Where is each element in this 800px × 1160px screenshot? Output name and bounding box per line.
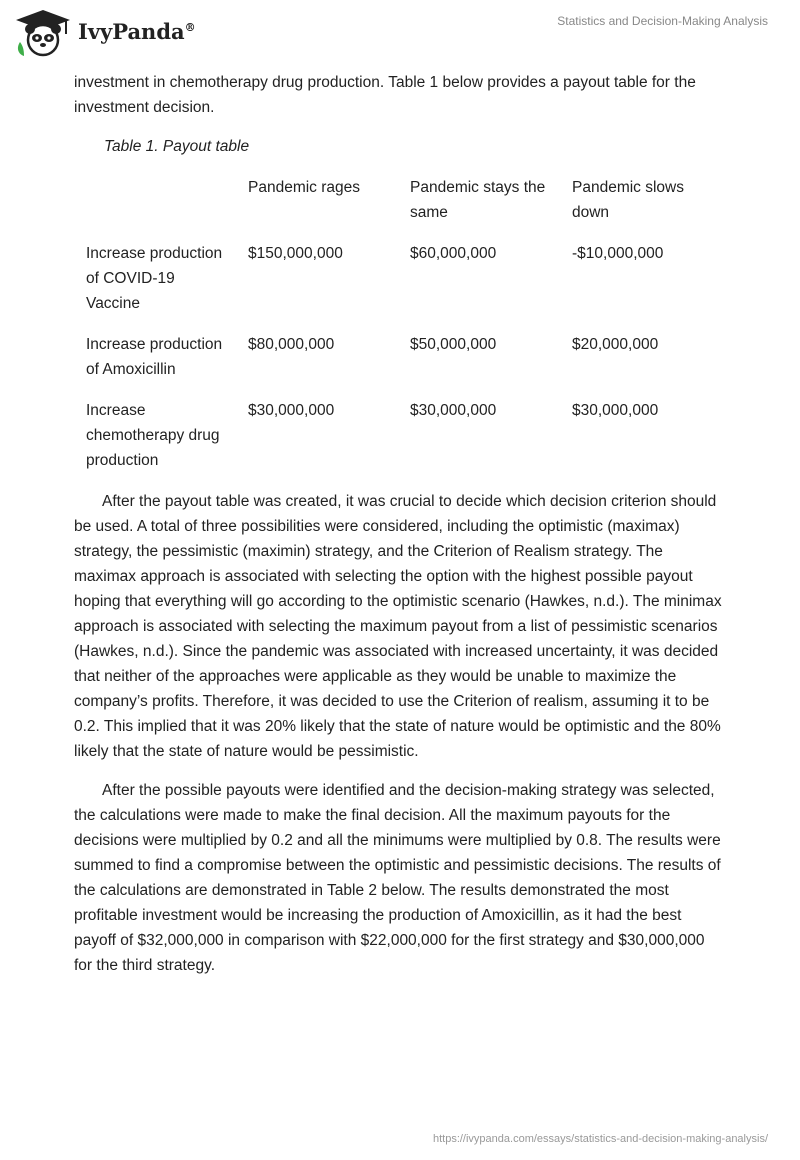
table-cell: Increase production of COVID-19 Vaccine xyxy=(86,245,223,312)
source-url[interactable]: https://ivypanda.com/essays/statistics-and-decision-making-analysis/ xyxy=(432,1133,768,1145)
body-paragraph: After the possible payouts were identified and the decision-making strategy was selected, the calculations were made to make the final decision. All the maximum payouts for the decisions were multiplied by 0.2 and all the minimums were multiplied by 0.8. The results were summed to find a compromise between the optimistic and pessimistic decisions. The results of the calculations are demonstrated in Table 2 below. The results demonstrated the most profitable investment would be increasing the production of Amoxicillin, as it had the best payoff of $32,000,000 in comparison with $22,000,000 for the first strategy and $30,000,000 for the third strategy. xyxy=(74,782,721,974)
table-cell: $50,000,000 xyxy=(410,336,497,353)
table-header-row xyxy=(74,175,722,241)
document-body xyxy=(74,70,726,978)
table-cell: $30,000,000 xyxy=(248,402,335,419)
table-cell: $150,000,000 xyxy=(248,245,343,262)
table-header-cell: Pandemic stays the same xyxy=(410,179,546,221)
table-cell: $60,000,000 xyxy=(410,245,497,262)
running-title: Statistics and Decision-Making Analysis xyxy=(557,14,768,28)
panda-graduate-icon xyxy=(14,8,72,58)
payout-table xyxy=(74,175,722,489)
table-row xyxy=(74,398,722,489)
page-header xyxy=(0,0,800,70)
table-cell: Increase chemotherapy drug production xyxy=(86,402,220,469)
table-cell: $30,000,000 xyxy=(410,402,497,419)
table-cell: Increase production of Amoxicillin xyxy=(86,336,223,378)
intro-paragraph: investment in chemotherapy drug production. Table 1 below provides a payout table for the investment decision. xyxy=(74,74,696,116)
table-row xyxy=(74,332,722,398)
body-paragraph: After the payout table was created, it was crucial to decide which decision criterion should be used. A total of three possibilities were considered, including the optimistic (maximax) strategy, the pessimistic (maximin) strategy, and the Criterion of Realism strategy. The maximax approach is associated with selecting the option with the highest possible payout hoping that everything will go according to the optimistic scenario (Hawkes, n.d.). The minimax approach is associated with selecting the maximum payout from a list of pessimistic scenarios (Hawkes, n.d.). Since the pandemic was associated with increased uncertainty, it was decided that neither of the approaches were applicable as they would be unable to maximize the company’s profits. Therefore, it was decided to use the Criterion of realism, assuming it to be 0.2. This implied that it was 20% likely that the state of nature would be optimistic and the 80% likely that the state of nature would be pessimistic. xyxy=(74,493,722,760)
table-caption: Table 1. Payout table xyxy=(104,138,250,155)
table-row xyxy=(74,241,722,332)
table-cell: $80,000,000 xyxy=(248,336,335,353)
table-cell: -$10,000,000 xyxy=(572,245,664,262)
table-header-cell: Pandemic rages xyxy=(248,179,361,196)
brand-logo[interactable] xyxy=(14,8,194,58)
table-header-cell xyxy=(74,175,236,241)
table-cell: $30,000,000 xyxy=(572,402,659,419)
table-header-cell: Pandemic slows down xyxy=(572,179,684,221)
table-cell: $20,000,000 xyxy=(572,336,659,353)
brand-name: IvyPanda® xyxy=(78,19,196,44)
